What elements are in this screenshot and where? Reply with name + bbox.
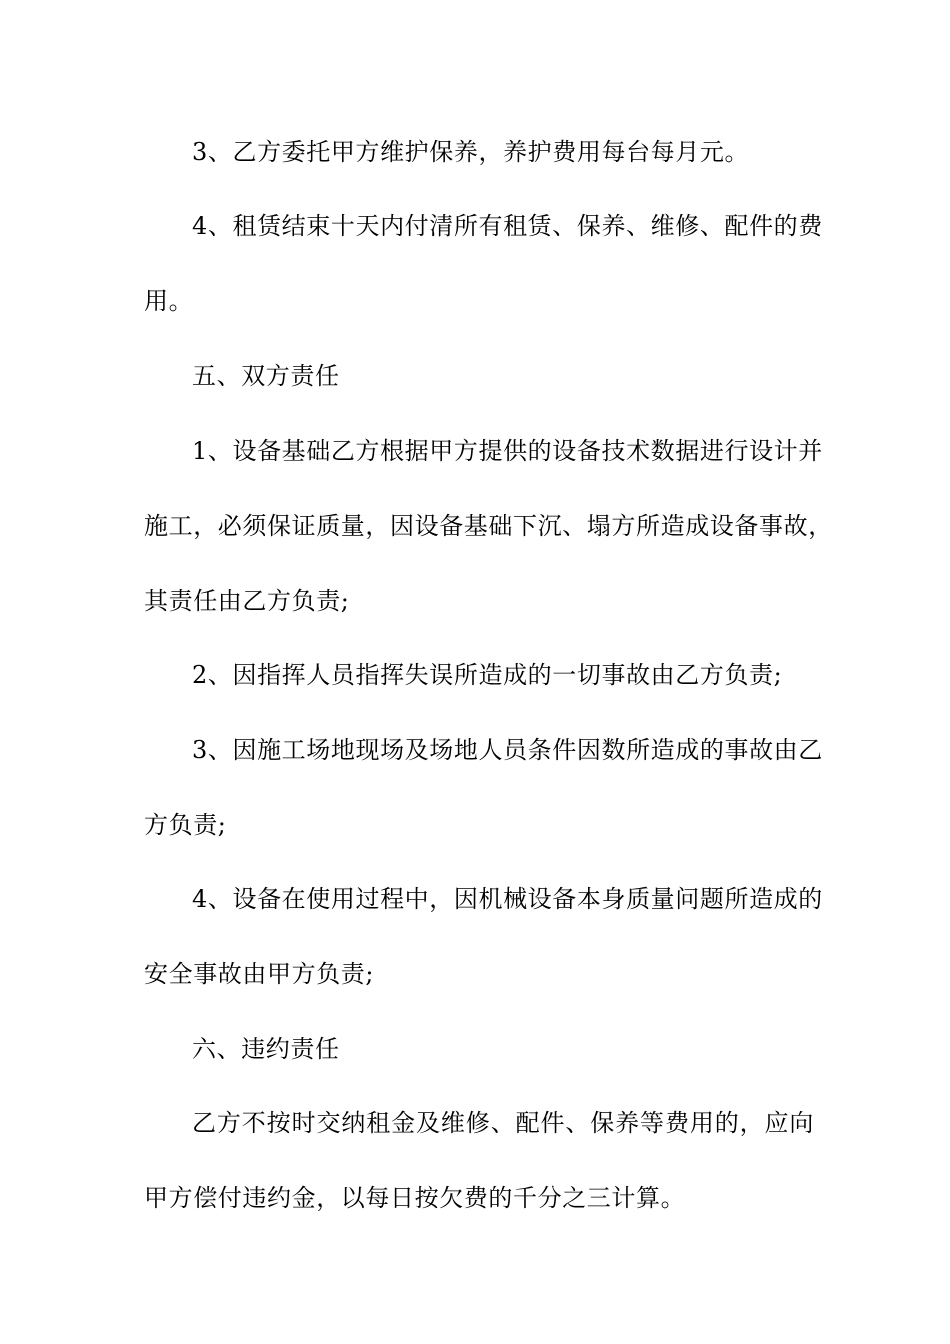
clause-5-1-line-2: 施工，必须保证质量，因设备基础下沉、塌方所造成设备事故， <box>144 512 833 540</box>
clause-5-4-line-2: 安全事故由甲方负责; <box>144 960 375 988</box>
section-5-heading: 五、双方责任 <box>192 362 340 390</box>
clause-5-3-line-2: 方负责; <box>144 811 227 839</box>
clause-4-4-line-2: 用。 <box>144 287 194 315</box>
clause-4-3: 3、乙方委托甲方维护保养，养护费用每台每月元。 <box>192 138 750 166</box>
clause-5-1-line-1: 1、设备基础乙方根据甲方提供的设备技术数据进行设计并 <box>192 437 823 465</box>
clause-5-3-line-1: 3、因施工场地现场及场地人员条件因数所造成的事故由乙 <box>192 736 823 764</box>
clause-5-2: 2、因指挥人员指挥失误所造成的一切事故由乙方负责; <box>192 661 783 689</box>
clause-4-4-line-1: 4、租赁结束十天内付清所有租赁、保养、维修、配件的费 <box>192 212 823 240</box>
clause-5-4-line-1: 4、设备在使用过程中，因机械设备本身质量问题所造成的 <box>192 885 823 913</box>
clause-5-1-line-3: 其责任由乙方负责; <box>144 587 350 615</box>
section-6-heading: 六、违约责任 <box>192 1035 340 1063</box>
clause-6-line-1: 乙方不按时交纳租金及维修、配件、保养等费用的，应向 <box>192 1109 814 1137</box>
clause-6-line-2: 甲方偿付违约金，以每日按欠费的千分之三计算。 <box>144 1184 686 1212</box>
